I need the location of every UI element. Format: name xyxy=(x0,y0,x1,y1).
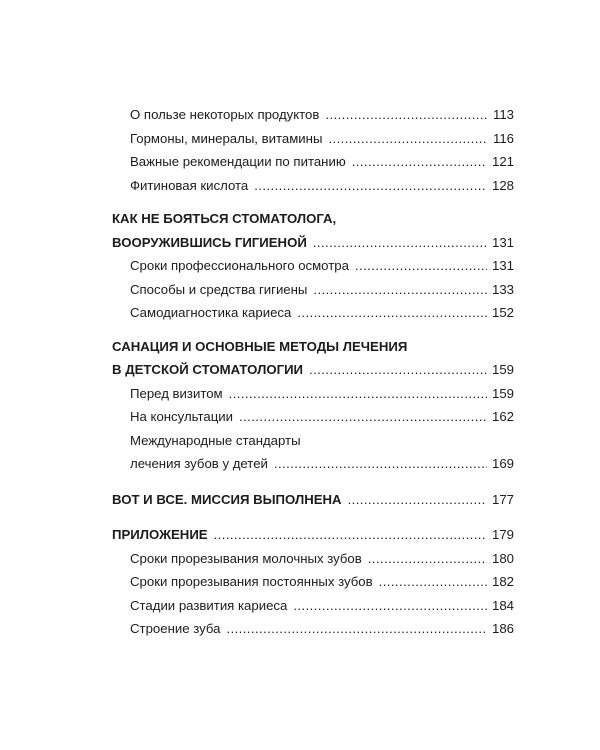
dot-leader xyxy=(348,488,487,512)
toc-section-title-end: ВООРУЖИВШИСЬ ГИГИЕНОЙ xyxy=(112,234,307,250)
toc-entry-label: Перед визитом xyxy=(130,385,223,401)
toc-section-page: 177 xyxy=(491,491,514,507)
dot-leader xyxy=(274,452,487,476)
toc-section-title: САНАЦИЯ И ОСНОВНЫЕ МЕТОДЫ ЛЕЧЕНИЯ xyxy=(112,338,408,354)
toc-entry[interactable] xyxy=(112,594,514,618)
toc-section-entry[interactable] xyxy=(112,488,514,512)
dot-leader xyxy=(254,174,487,198)
toc-entry-page: 184 xyxy=(491,597,514,613)
toc-section-page: 179 xyxy=(491,527,514,542)
toc-section-title: ПРИЛОЖЕНИЕ xyxy=(112,527,208,542)
toc-entry-page: 186 xyxy=(491,621,514,636)
dot-leader xyxy=(214,523,487,547)
toc-entry[interactable] xyxy=(112,150,514,174)
dot-leader xyxy=(309,358,487,382)
toc-entry-label: О пользе некоторых продуктов xyxy=(130,107,320,122)
toc-entry-page: 182 xyxy=(491,574,514,589)
toc-entry-label: Сроки прорезывания постоянных зубов xyxy=(130,574,373,589)
toc-entry[interactable] xyxy=(112,103,514,127)
dot-leader xyxy=(229,382,487,406)
toc-entry-label: Важные рекомендации по питанию xyxy=(130,154,346,169)
toc-entry[interactable] xyxy=(112,405,514,429)
toc-entry[interactable] xyxy=(112,382,514,406)
toc-entry-page: 162 xyxy=(491,409,514,424)
dot-leader xyxy=(313,278,487,302)
table-of-contents xyxy=(112,103,514,641)
toc-section-entry[interactable] xyxy=(112,358,514,382)
toc-entry-label: Способы и средства гигиены xyxy=(130,281,308,297)
toc-section-title-end: В ДЕТСКОЙ СТОМАТОЛОГИИ xyxy=(112,362,304,377)
toc-entry-page: 128 xyxy=(491,177,514,193)
dot-leader xyxy=(379,570,487,594)
toc-entry-page: 180 xyxy=(491,550,514,566)
toc-entry[interactable] xyxy=(112,617,514,641)
toc-entry[interactable] xyxy=(112,547,514,571)
toc-section-title: ВОТ И ВСЕ. МИССИЯ ВЫПОЛНЕНА xyxy=(112,491,342,507)
toc-entry[interactable] xyxy=(112,452,514,476)
dot-leader xyxy=(293,594,487,618)
toc-section-entry[interactable] xyxy=(112,523,514,547)
toc-section-page: 131 xyxy=(491,234,514,250)
toc-entry-page: 159 xyxy=(491,385,514,401)
toc-entry[interactable] xyxy=(112,254,514,278)
toc-section-entry[interactable] xyxy=(112,231,514,255)
dot-leader xyxy=(313,231,487,255)
toc-section-page: 159 xyxy=(491,362,514,377)
toc-entry-page: 116 xyxy=(492,130,514,146)
toc-entry[interactable] xyxy=(112,278,514,302)
toc-entry[interactable] xyxy=(112,127,514,151)
toc-entry-page: 133 xyxy=(491,281,514,297)
toc-entry-label: Фитиновая кислота xyxy=(130,177,249,193)
toc-entry[interactable] xyxy=(112,174,514,198)
toc-entry-label: лечения зубов у детей xyxy=(130,456,268,471)
toc-entry-page: 152 xyxy=(491,305,514,320)
toc-entry-label: Стадии развития кариеса xyxy=(130,597,288,613)
dot-leader xyxy=(325,103,488,127)
dot-leader xyxy=(239,405,487,429)
toc-entry-label: Гормоны, минералы, витамины xyxy=(130,130,323,146)
toc-entry-page: 169 xyxy=(491,456,514,471)
dot-leader xyxy=(297,301,487,325)
toc-entry-label: Строение зуба xyxy=(130,621,221,636)
toc-section-title: КАК НЕ БОЯТЬСЯ СТОМАТОЛОГА, xyxy=(112,211,337,226)
toc-entry[interactable] xyxy=(112,301,514,325)
toc-entry-label: На консультации xyxy=(130,409,234,424)
toc-entry-label: Сроки прорезывания молочных зубов xyxy=(130,550,362,566)
toc-entry[interactable] xyxy=(112,570,514,594)
dot-leader xyxy=(355,254,487,278)
toc-entry-page: 113 xyxy=(492,107,514,122)
toc-entry-label-start: Международные стандарты xyxy=(130,432,301,448)
dot-leader xyxy=(368,547,487,571)
toc-entry-page: 131 xyxy=(491,258,514,273)
toc-entry-page: 121 xyxy=(491,154,514,169)
toc-entry-label: Сроки профессионального осмотра xyxy=(130,258,349,273)
dot-leader xyxy=(352,150,487,174)
toc-entry-label: Самодиагностика кариеса xyxy=(130,305,292,320)
dot-leader xyxy=(328,127,488,151)
dot-leader xyxy=(226,617,487,641)
